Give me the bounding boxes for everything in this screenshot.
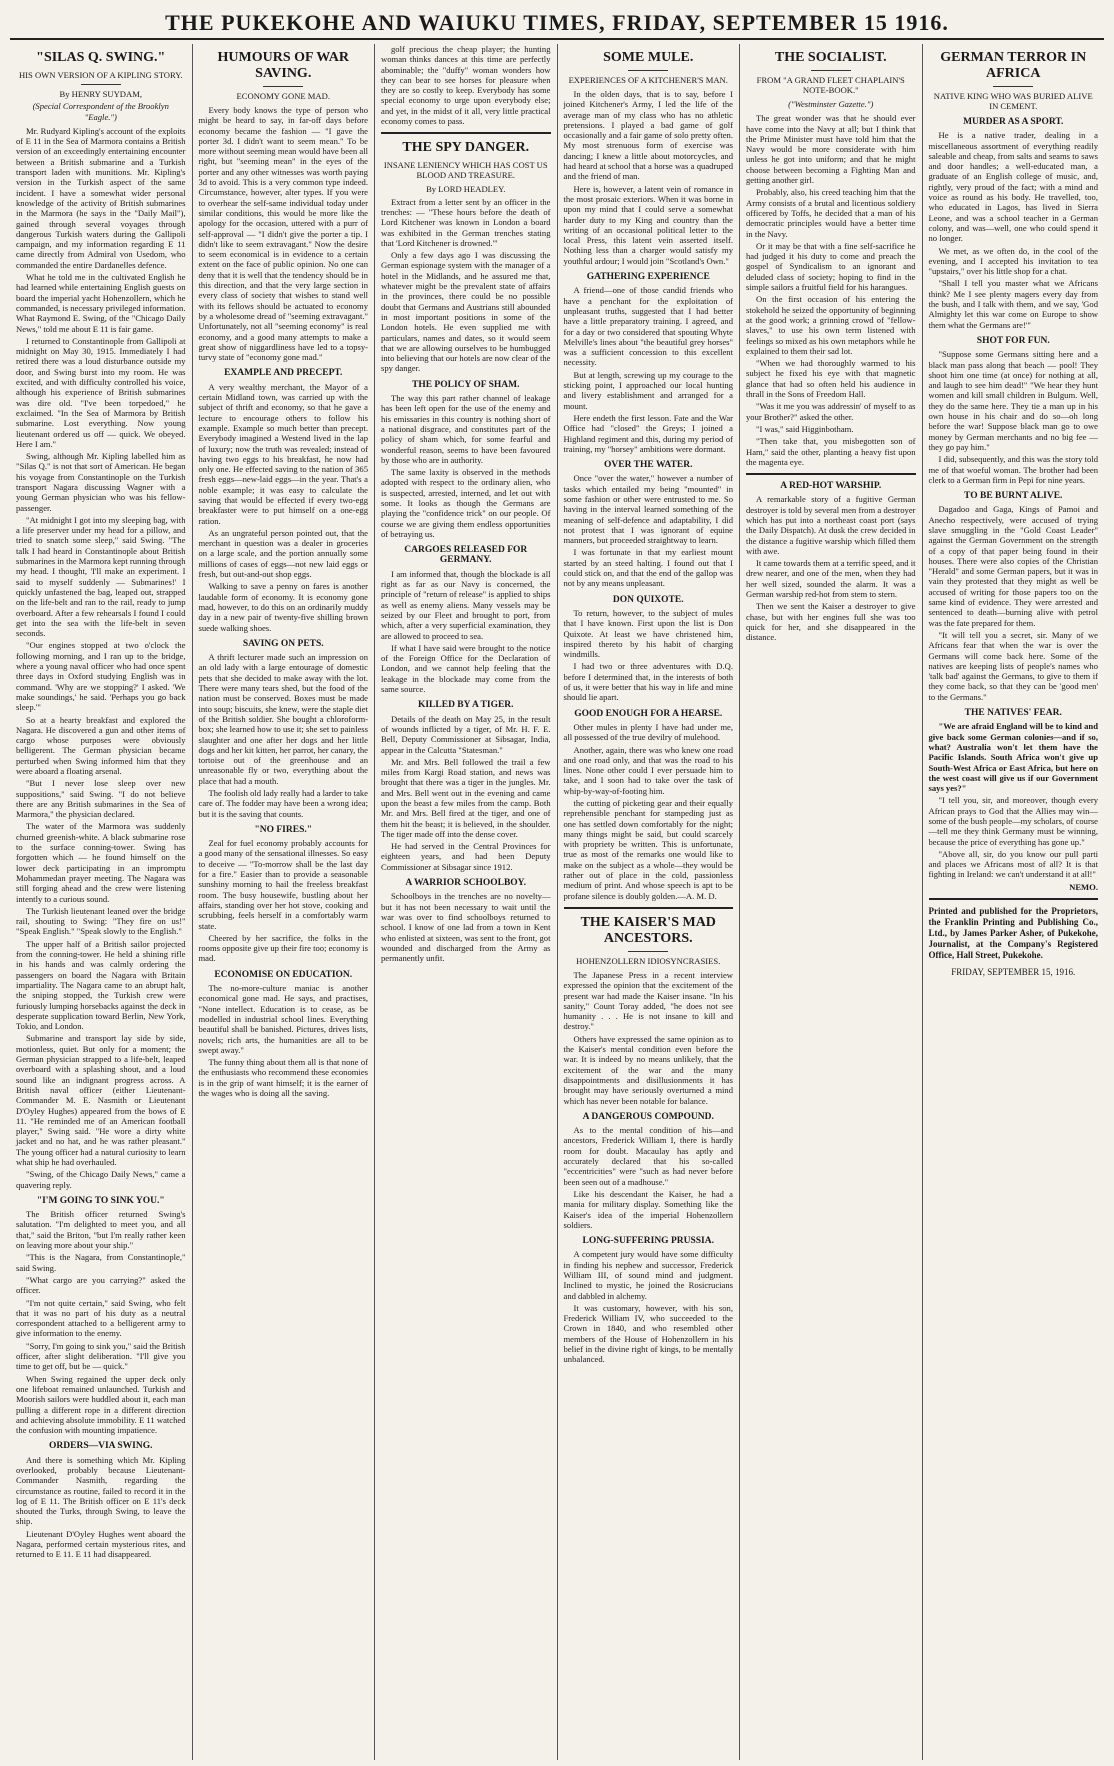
paragraph: The funny thing about them all is that none of the enthusiasts who recommend these economies is in the grip of want himself; it is the earner of the wages who is doing all the saving.: [198, 1057, 368, 1099]
article-headline-war-saving: HUMOURS OF WAR SAVING.: [217, 50, 349, 81]
paragraph: A competent jury would have some difficulty in finding his nephew and successor, Frederick William III, of sound mind and judgment. Inclined to mystic, he joined the Rosicrucians and dabbled in alchemy.: [563, 1249, 733, 1301]
paragraph: Submarine and transport lay side by side, motionless, quiet. But only for a moment; the German physician strapped to a life-belt, leaped overboard with a splashing shout, and a loud sound like an indignant progress across. A British naval officer (either Lieutenant-Commander M. E. Nasmith or Lieutenant D'Oyley Hughes) appeared from the bows of E 11. "He reminded me of an American football player," Swing said. "He wore a dirty white jacket and no hat, and he was rather pleasant." The young officer had a natural curiosity to learn what ship he had overhauled.: [16, 1033, 186, 1167]
section-heading: THE POLICY OF SHAM.: [412, 379, 520, 390]
paragraph: The foolish old lady really had a larder to take care of. The fodder may have been a wrong idea; but it is the saving that counts.: [198, 788, 368, 819]
article-subhead-german-terror: NATIVE KING WHO WAS BURIED ALIVE IN CEMENT.: [933, 91, 1093, 111]
article-subhead-socialist: FROM "A GRAND FLEET CHAPLAIN'S NOTE-BOOK.": [756, 75, 905, 95]
paragraph: Cheered by her sacrifice, the folks in the rooms opposite give up their fire too; economy is mad.: [198, 932, 368, 964]
column-5: [740, 44, 923, 1760]
paragraph: The water of the Marmora was suddenly churned greenish-white. A black submarine rose to the surface conning-tower. Swing has forgotten which — he found himself on the lower deck participating in an impromptu Mohammedan prayer meeting. The Nagara was still forging ahead and the crew were listening intently to a curious sound.: [16, 821, 186, 904]
section-heading: GOOD ENOUGH FOR A HEARSE.: [574, 708, 723, 719]
paragraph: "We are afraid England will be to kind and give back some German colonies—and if so, what? Australia won't let them have the Pacific Islands. South Africa won't give up South-West Africa or East Africa, but here on the west coast will give us if our Government says yes?": [928, 721, 1098, 794]
paragraph: I am informed that, though the blockade is all right as far as our Navy is concerned, the principle of "return of release" is applied to ships as well as enemy aliens. Many vessels may be seized by our Fleet and brought to port, from which, after a very superficial examination, they are allowed to proceed to sea.: [381, 568, 551, 641]
paragraph: He is a native trader, dealing in a miscellaneous assortment of everything readily saleable and cheap, from salts and seams to saws and door handles; a well-educated man, a graduate of an English college of music, and, rightly, very proud of the fact; with a mind and voice as round as his body. He travelled, too, who educated in Lagos, has lived in Sierra Leone, and was a school teacher in a German colony, and was—well, one who could spend it no longer.: [928, 130, 1098, 244]
article-subhead-silas: HIS OWN VERSION OF A KIPLING STORY.: [18, 70, 183, 80]
section-heading: "I'M GOING TO SINK YOU.": [36, 1195, 165, 1206]
paragraph: "Our engines stopped at two o'clock the following morning, and I ran up to the bridge, where a young naval officer who had once spent three days in Oxford studying English was in command. 'Why are we stopping?' I asked. 'We make soundings,' he said. 'Perhaps you go back sleep.'": [16, 640, 186, 713]
column-6: [923, 44, 1105, 1760]
paragraph: Details of the death on May 25, in the result of wounds inflicted by a tiger, of Mr. H. F. E. Bell, Deputy Commissioner at Sibsagar, India, appear in the Calcutta "Statesman.": [381, 713, 551, 755]
imprint-date: FRIDAY, SEPTEMBER 15, 1916.: [951, 967, 1076, 978]
paragraph: "I'm not quite certain," said Swing, who felt that it was no part of his duty as a neutral correspondent attached to a belligerent army to give information to the enemy.: [16, 1297, 186, 1339]
columns: [10, 44, 1104, 1760]
section-heading: "NO FIRES.": [254, 824, 313, 835]
paragraph: Other mules in plenty I have had under me, all possessed of the true devilry of mulehood.: [563, 721, 733, 743]
paragraph: "Above all, sir, do you know our pull parti and places we Africans most of all? It is that fighting in Ireland: we can't understand it at all!": [928, 848, 1098, 880]
paragraph: Then we sent the Kaiser a destroyer to give chase, but with her engines full she was too quick for her, and she disappeared in the distance.: [746, 601, 916, 643]
section-heading: KILLED BY A TIGER.: [417, 700, 514, 711]
section-heading: SAVING ON PETS.: [242, 638, 324, 649]
paragraph: And there is something which Mr. Kipling overlooked, probably because Lieutenant-Commander Nasmith, regarding the circumstance as routine, failed to record it in the log of E 11. The British officer on E 11's deck shouted the Turks, through Swing, to leave the ship.: [16, 1454, 186, 1527]
column-1: [10, 44, 193, 1760]
paragraph: It came towards them at a terrific speed, and it drew nearer, and one of the men, when they had her well sized, sounded the alarm. It was a German warship red-hot from stem to stern.: [746, 558, 916, 600]
signoff: NEMO.: [1069, 881, 1098, 892]
credit: ("Westminster Gazette."): [788, 99, 874, 109]
credit: (Special Correspondent of the Brooklyn "Eagle."): [32, 101, 169, 122]
article-headline-spy-danger: THE SPY DANGER.: [402, 140, 530, 156]
paragraph: Here endeth the first lesson. Fate and the War Office had "closed" the Greys; I joined a Highland regiment and this, during my period of training, my "horsey" ambitions were dormant.: [563, 412, 733, 454]
column-4: [558, 44, 741, 1760]
paragraph: "It will tell you a secret, sir. Many of we Africans fear that when the war is over the Germans will come back here. Some of the natives are keeping lists of people's names who 'talk bad' against the Germans, to give to them if they come back, so that they can be 'good men' to the Germans.": [928, 629, 1098, 702]
section-heading: GATHERING EXPERIENCE: [586, 272, 710, 283]
divider: [746, 473, 916, 475]
section-heading: ECONOMISE ON EDUCATION.: [214, 969, 353, 980]
paragraph: The upper half of a British sailor projected from the conning-tower. He held a shining rifle in his hands and was calmly ordering the passengers on board the Nagara with Britain impartiality. The Nagara came to an abrupt halt, the sniping stopped, the Turkish crew were furiously lumping horsebacks against the deck in desperate supplication toward Berlin, New York, Tokio, and London.: [16, 938, 186, 1032]
section-heading: THE NATIVES' FEAR.: [964, 708, 1062, 719]
paragraph: "What cargo are you carrying?" asked the officer.: [16, 1274, 186, 1296]
paragraph: I was fortunate in that my earliest mount started by an steed halting. I found out that I could stick on, and that the end of the gallop was not by any means unpleasant.: [563, 547, 733, 589]
section-heading: CARGOES RELEASED FOR GERMANY.: [404, 545, 528, 566]
paragraph: Mr. Rudyard Kipling's account of the exploits of E 11 in the Sea of Marmora contains a British version of an exceedingly entertaining encounter between a British submarine and a Turkish transport laden with munitions. Mr. Kipling's version in the Turkish aspect of the same incident. I have a somewhat wider personal knowledge of the activity of British submarines in the Marmora (he says in the "Daily Mail"), gained through several voyages through dangerous Turkish waters during the Gallipoli campaign, and my information regarding E 11 came directly from Admiral von Usedom, who commanded the entire Dardanelles defence.: [16, 125, 186, 270]
paragraph: A thrift lecturer made such an impression on an old lady with a large entourage of domestic pets that she decided to make away with the lot. There were many tears shed, but the food of the nation must be conserved. Boxes must be made into soup; biscuits, she knew, were the staple diet of the British soldier. She bought a chloroform-box; she learned how to use it; she set to painless slaughter and one after her dogs and her little dogs and her kit kitten, her parrot, her canary, the tortoise out of the greenhouse and an unreasonable fly or two, everything about the place that had a mouth.: [198, 652, 368, 786]
section-heading: A WARRIOR SCHOOLBOY.: [405, 878, 527, 889]
article-subhead-some-mule: EXPERIENCES OF A KITCHENER'S MAN.: [568, 75, 728, 85]
paragraph: Others have expressed the same opinion as to the Kaiser's mental condition even before the war. It is indeed by no means unlikely, that the excitement of the war and the many disappointments and disillusionments it has brought may have seriously overturned a mind which has never been notable for balance.: [563, 1033, 733, 1106]
section-heading: DON QUIXOTE.: [612, 594, 684, 605]
paragraph: To return, however, to the subject of mules that I have known. First upon the list is Don Quixote. At least we have christened him, inspired thereto by his habit of charging windmills.: [563, 607, 733, 660]
paragraph: I had two or three adventures with D.Q. before I determined that, in the interests of both of us, it were better that his way in life and mine should lie apart.: [563, 661, 733, 703]
paragraph: As to the mental condition of his—and ancestors, Frederick William I, there is hardly room for doubt. Macaulay has aptly and accurately declared that his so-called "eccentricities" were "such as had never before been seen out of a madhouse.": [563, 1125, 733, 1187]
section-heading: MURDER AS A SPORT.: [963, 117, 1064, 127]
paragraph: Here is, however, a latent vein of romance in the most prosaic exteriors. When it was borne in upon my mind that I could serve a somewhat harder duty to my King and country than the writing of an occasional political letter to the local Press, this latent vein asserted itself. Nothing less than a charger would satisfy my youthful ardour; I would join "Scotland's Own.": [563, 183, 733, 266]
masthead: [10, 8, 1104, 40]
article-headline-german-terror: GERMAN TERROR IN AFRICA: [940, 50, 1087, 81]
divider: [81, 84, 121, 85]
article-subhead-war-saving: ECONOMY GONE MAD.: [236, 91, 330, 101]
paragraph: A remarkable story of a fugitive German destroyer is told by several men from a destroyer which has put into a northeast coast port (says the Daily Dispatch). At dusk the crew decided in the distance a fugitive warship which filled them with awe.: [746, 494, 916, 556]
paragraph: Lieutenant D'Oyley Hughes went aboard the Nagara, performed certain mysterious rites, and returned to E 11. E 11 had disappeared.: [16, 1528, 186, 1560]
paragraph: Like his descendant the Kaiser, he had a mania for military display. Something like the Kaiser's idea of the imperial Hohenzollern soldiers.: [563, 1188, 733, 1230]
divider: [993, 86, 1033, 87]
paragraph: I returned to Constantinople from Gallipoli at midnight on May 30, 1915. Immediately I had retired there was a loud disturbance outside my door, and Swing burst into my room. He was excited, and with difficulty controlled his voice, although his experience of British submarines was dire old. "I've been torpedoed," he exclaimed. "In the Sea of Marmora by British submarine. Lost everything. Now young lieutenant ordered us off — quick. We obeyed. Here I am.": [16, 335, 186, 449]
paragraph: Every body knows the type of person who might be heard to say, in far-off days before economy became the fashion — "I gave the porter 3d. I didn't want to seem mean." To be more without seeming mean would have been all right, but "seeming mean" in the eyes of the porter and any other witnesses was worth paying 3d to avoid. This is a very common type indeed. Circumstance, however, alter types. If you were to overhear the self-same individual today under similar conditions, this would be more like the apology for the occasion, uttered with a purr of self-approval — "I didn't give the porter a tip. I didn't like to seem extravagant." Now the desire to seem economical is in evidence to a certain extent on the face of public opinion. No one can deny that it is well that the tendency should be in this direction, and that the very large section in every class of society that wishes to stand well with its fellows should be actuated to economy by a wholesome dread of "seeming extravagant." Unfortunately, not all "seeming economy" is real economy, and a good many attempts to make a great show of niggardliness have led to a topsy-turvy state of "economy gone mad.": [198, 105, 368, 363]
paragraph: But at length, screwing up my courage to the sticking point, I approached our local hunting and livery establishment and arranged for a mount.: [563, 369, 733, 411]
paragraph: Probably, also, his creed teaching him that the Army consists of a brutal and licentious soldiery officered by Toffs, he decided that a man of his democratic principles would have a better time in the Navy.: [746, 187, 916, 239]
paragraph: Once "over the water," however a number of tasks which entailed my being "mounted" in some fashion or other were entrusted to me. So having in the interval learned something of the meaning of self-defence and adaptability, I did not protest that I was ignorant of equine manners, but proceeded straightway to learn.: [563, 473, 733, 546]
byline: By LORD HEADLEY.: [426, 184, 506, 195]
paragraph: The Turkish lieutenant leaned over the bridge rail, shouting to Swing: "They fire on us!" "Speak English." "Speak slowly to the English.": [16, 905, 186, 937]
column-3: [375, 44, 558, 1760]
paragraph: The great wonder was that he should ever have come into the Navy at all; but I think that the Prime Minister must have told him that the Navy would be more considerate with him unless he got into uniform; and that he might choose between becoming a Fighting Man and getting another girl.: [746, 113, 916, 186]
paragraph: "Swing, of the Chicago Daily News," came a quavering reply.: [16, 1169, 186, 1190]
paragraph: What he told me in the cultivated English he had learned while entertaining English guests on board the imperial yacht Hohenzollern, which he commanded, is necessary privileged information. What Raymond E. Swing, of the "Chicago Daily News," told me about E 11 is fair game.: [16, 272, 186, 334]
paragraph: golf precious the cheap player; the hunting woman thinks dances at this time are perfectly abominable; the "duffy" woman wonders how they can bear to see horses for pleasure when they are so costly to keep. Everybody has some special economy to urge upon everybody else; and yet, in the midst of it all, very little practical economy comes to pass.: [381, 44, 551, 127]
paragraph: Another, again, there was who knew one road and one road only, and that was the road to his lines. None other could I ever persuade him to take, and I soon had to take over the task of whip-by-way-of-footing him.: [563, 744, 733, 796]
article-headline-socialist: THE SOCIALIST.: [774, 50, 887, 65]
paragraph: Walking to save a penny on fares is another laudable form of economy. It is economy gone mad, however, to do this on an ordinarily muddy day in a new pair of twenty-five shilling brown suede walking shoes.: [198, 581, 368, 633]
paragraph: Extract from a letter sent by an officer in the trenches: — "These hours before the death of Lord Kitchener was known in London a board was exhibited in the German trenches stating that 'Lord Kitchener is drowned.'": [381, 196, 551, 248]
paragraph: We met, as we often do, in the cool of the evening, and I accepted his invitation to tea "upstairs," over his little shop for a chat.: [928, 245, 1098, 277]
paragraph: "When we had thoroughly warmed to his subject he fixed his eye with that magnetic glance that had so often held his audience in thrall in the Sons of Freedom Hall.: [746, 358, 916, 400]
divider: [929, 898, 1099, 900]
section-heading: SHOT FOR FUN.: [976, 335, 1050, 346]
divider: [628, 951, 668, 952]
paragraph: Or it may be that with a fine self-sacrifice he had judged it his duty to come and preach the gospel of Syndicalism to an ignorant and deluded class of society; hoping to find in the simple sailors a fruitful field for his harangues.: [746, 240, 916, 293]
paragraph: He had served in the Central Provinces for eighteen years, and had been Deputy Commissioner at Sibsagar since 1912.: [381, 841, 551, 872]
paragraph: Swing, although Mr. Kipling labelled him as "Silas Q." is not that sort of American. He began his voyage from Constantinople on the Turkish transport Nagara discussing Wagner with a young German physician who was his fellow-passenger.: [16, 451, 186, 513]
paragraph: It was customary, however, with his son, Frederick William IV, who succeeded to the Crown in 1840, and who resembled other members of the House of Hohenzollern in his belief in the divine right of kings, to be mentally unbalanced.: [563, 1302, 733, 1365]
article-headline-some-mule: SOME MULE.: [603, 50, 694, 65]
divider: [628, 70, 668, 71]
paragraph: The British officer returned Swing's salutation. "I'm delighted to meet you, and all that," said the Briton, "but I'm really rather keen on leaving more about your ship.": [16, 1209, 186, 1251]
paragraph: The same laxity is observed in the methods adopted with respect to the ordinary alien, who is suspected, arrested, interned, and let out with some. It looks as though the Germans are playing the "confidence trick" on our people. Of course we are giving them endless opportunities of betraying us.: [381, 467, 551, 539]
paragraph: Mr. and Mrs. Bell followed the trail a few miles from Kargi Road station, and news was brought that there was a tiger in the jungles. Mr. and Mrs. Bell went out in the evening and came upon the beast a few miles from the camp. Both Mr. and Mrs. Bell fired at the tiger, and one of them hit the beast; it is believed, in the shoulder. The tiger made off into the dense cover.: [381, 756, 551, 839]
paragraph: Schoolboys in the trenches are no novelty—but it has not been necessary to wait until the war was over to find schoolboys returned to school. I know of one lad from a town in Kent who enlisted at sixteen, was sent to the front, got wounded and discharged from the Army as permanently unfit.: [381, 891, 551, 964]
article-subhead-spy-danger: INSANE LENIENCY WHICH HAS COST US BLOOD AND TREASURE.: [383, 160, 548, 181]
paragraph: A friend—one of those candid friends who have a penchant for the exploitation of unpleasant truths, suggested that I had better have a little preparatory training. I agreed, and for a day or two considered that spouting Whyte Melville's lines about "the beautiful grey horses" was a sufficient concession to this excellent necessity.: [563, 285, 733, 368]
divider: [811, 70, 851, 71]
paragraph: On the first occasion of his entering the stokehold he seized the opportunity of beginning at the good work; a grinning crowd of "fellow-slaves," to use his own term listened with feelings so mixed as his own metaphors while he explained to them their sad lot.: [746, 294, 916, 356]
paragraph: In the olden days, that is to say, before I joined Kitchener's Army, I led the life of the average man of my class who has no athletic pretensions. I played a bad game of golf occasionally and a fair game of solo pretty often. My most strenuous form of exercise was dancing; I knew a little about motorcycles, and had heard at school that a horse was a quadruped and the friend of man.: [563, 89, 733, 182]
paragraph: A very wealthy merchant, the Mayor of a certain Midland town, was carried up with the subject of thrift and economy, so that he gave a lecture to encourage others to follow his example. Example so much better than precept. Everybody imagined a Westend lived in the lap of luxury; now the truth was revealed; instead of having two eggs to his breakfast, he now had only one. He effected saving to the nation of 365 fresh eggs—new-laid eggs—in the year. That's a noble example; it was easy to calculate the saving that would be effected if every two-egg breakfaster were to put himself on a one-egg ration.: [198, 381, 368, 526]
masthead-title: THE PUKEKOHE AND WAIUKU TIMES, FRIDAY, SEPTEMBER 15 1916.: [165, 10, 949, 35]
divider: [564, 907, 734, 909]
section-heading: TO BE BURNT ALIVE.: [964, 491, 1063, 502]
paragraph: "At midnight I got into my sleeping bag, with a life preserver under my head for a pillow, and tried to snatch some sleep," said Swing. "The talk I had heard in Constantinople about British submarines in the Marmora kept running through my head. I thought, 'I'll make an experiment. I said to myself suddenly — Submarines!' I quickly unfastened the bag, leaped out, strapped on the life-belt and ran to the rail, ready to jump overboard. After a few rehearsals I found I could get into the sea with the life-belt in seven seconds.: [16, 514, 186, 639]
paragraph: "Was it me you was addressin' of myself to as your Brother?" asked the other.: [746, 401, 916, 422]
paragraph: "I was," said Higginbotham.: [756, 423, 854, 434]
paragraph: the cutting of picketing gear and their equally reprehensible penchant for stampeding just as one has settled down comfortably for the night; many things might be said, but could scarcely with propriety be written. This is unfortunate, true as most of the remarks one would like to make on the subject as a whole—they would be rather out of place in the cold, passionless medium of print. And whose speech is apt to be profane silence is doubly golden.—A. M. D.: [563, 798, 733, 901]
paragraph: "But I never lose sleep over new suppositions," said Swing. "I do not believe there are any British submarines in the Sea of Marmora," the physician declared.: [16, 778, 186, 820]
paragraph: "Shall I tell you master what we Africans think? Me I see plenty magers every day from the bush, and I talk with them, and we say, 'God Almighty let this war come on Europe to show them what the Germans are!'": [928, 278, 1098, 330]
section-heading: EXAMPLE AND PRECEPT.: [224, 368, 343, 379]
article-subhead-kaiser: HOHENZOLLERN IDIOSYNCRASIES.: [576, 955, 721, 966]
paragraph: As an ungrateful person pointed out, that the merchant in question was a dealer in groceries on a large scale, and the portion annually some millions of cases of eggs—not new laid eggs or fresh, but out-and-out shop eggs.: [198, 527, 368, 580]
paragraph: The no-more-culture maniac is another economical gone mad. He says, and practises, "None intellect. Education is to cease, as be modelled in industrial school lines. Everything beautiful shall be banished. Pictures, drives lists, novels; rich arts, the humanities are all to be swept away.": [198, 983, 368, 1055]
divider: [381, 132, 551, 134]
paragraph: "This is the Nagara, from Constantinople," said Swing.: [16, 1252, 186, 1273]
paragraph: If what I have said were brought to the notice of the Foreign Office for the Declaration of London, and we cannot help feeling that the leakage in the blockade may come from the same source.: [381, 642, 551, 695]
paragraph: "Suppose some Germans sitting here and a black man pass along that beach — pool! They shoot him one time (at once) for nothing at all, and laugh to see him dead!" "We hear they hunt women and kill small children in Bulgum. Well, they do the same here. They tie a man up in his own house in his chair and do so—oh long before the war! Suppose black man go to owe money by German merchants and no big fee — they go pay him.": [928, 349, 1098, 452]
paragraph: "Then take that, you misbegotten son of Ham," said the other, planting a heavy fist upon the magenta eye.: [746, 436, 916, 467]
paragraph: I did, subsequently, and this was the story told me of that woeful woman. The brother had been clerk to a German firm in Pepi for nine years.: [928, 454, 1098, 485]
column-2: [193, 44, 376, 1760]
paragraph: So at a hearty breakfast and explored the Nagara. He discovered a gun and other items of cargo whose purposes were obviously belligerent. The German physician became perturbed when Swing informed him that they were aboard a floating arsenal.: [16, 714, 186, 776]
section-heading: OVER THE WATER.: [604, 460, 693, 471]
section-heading: A DANGEROUS COMPOUND.: [582, 1111, 714, 1122]
paragraph: The way this part rather channel of leakage has been left open for the use of the enemy and his emissaries in this country is nothing short of a national disgrace, and constitutes part of the policy of sham which, for some fearful and wonderful reason, seems to have been favoured by those who are in authority.: [381, 393, 551, 465]
paragraph: Only a few days ago I was discussing the German espionage system with the manager of a hotel in the Midlands, and he assured me that, whatever might be the prevalent state of affairs in the provinces, there could be no possible doubt that Germans and Austrians still abounded in most important positions in some of the London hotels. He even supplied me with particulars, names and dates, so it would seem that we are allowing ourselves to be humbugged into believing that our hotels are now clear of the spy danger.: [381, 250, 551, 374]
section-heading: ORDERS—VIA SWING.: [49, 1441, 153, 1452]
paragraph: "I tell you, sir, and moreover, though every African prays to God that the Allies may win—some of the bush people—my scholars, of course—tell me they think Germany must be winning, because the price of everything has gone up.": [928, 795, 1098, 847]
paragraph: When Swing regained the upper deck only one lifeboat remained unlaunched. Turkish and Moorish sailors were huddled about it, each man pulling a different rope in a different direction and achieving absolute immobility. E 11 watched the confusion with mounting impatience.: [16, 1373, 186, 1436]
paragraph: The Japanese Press in a recent interview expressed the opinion that the excitement of the present war had made the Kaiser insane. "In his sanity," Count Toray added, "he does not see humanity . . . He is not insane to kill and destroy.": [563, 969, 733, 1032]
divider: [263, 86, 303, 87]
byline: By HENRY SUYDAM,: [59, 89, 143, 99]
paragraph: "Sorry, I'm going to sink you," said the British officer, after slight deliberation. "I'll give you time to get off, but be — quick.": [16, 1340, 186, 1372]
paragraph: Zeal for fuel economy probably accounts for a good many of the sensational illnesses. So easy to deceive — "To-morrow shall be the last day for a fire." Easier than to provide a seasonable sunshiny morning to hail the freeless breakfast room. The busy housewife, bustling about her affairs, standing over her hot stove, cooking and scrubbing, feels herself in a comfortably warm state.: [198, 838, 368, 931]
section-heading: LONG-SUFFERING PRUSSIA.: [582, 1236, 714, 1247]
article-headline-silas: "SILAS Q. SWING.": [36, 50, 166, 65]
section-heading: A RED-HOT WARSHIP.: [780, 481, 882, 492]
paragraph: Dagadoo and Gaga, Kings of Pamoi and Anecho respectively, were accused of trying slave smuggling in the "Gold Coast Leader" against the German Government on the strength of a copy of that paper being found in their houses. There were also copies of the Christian "Herald" and some German papers, but it was in vain they protested that they might as well be accused of writing for those papers too on the same kind of evidence. They were arrested and sentenced to death—burning alive with petrol was the fate prepared for them.: [928, 504, 1098, 628]
imprint: Printed and published for the Proprietors, the Franklin Printing and Publishing Co., Ltd., by James Parker Asher, of Pukekohe, Journalist, at the Company's Registered Office, Hall Street, Pukekohe.: [928, 906, 1098, 961]
article-headline-kaiser: THE KAISER'S MAD ANCESTORS.: [580, 914, 716, 946]
